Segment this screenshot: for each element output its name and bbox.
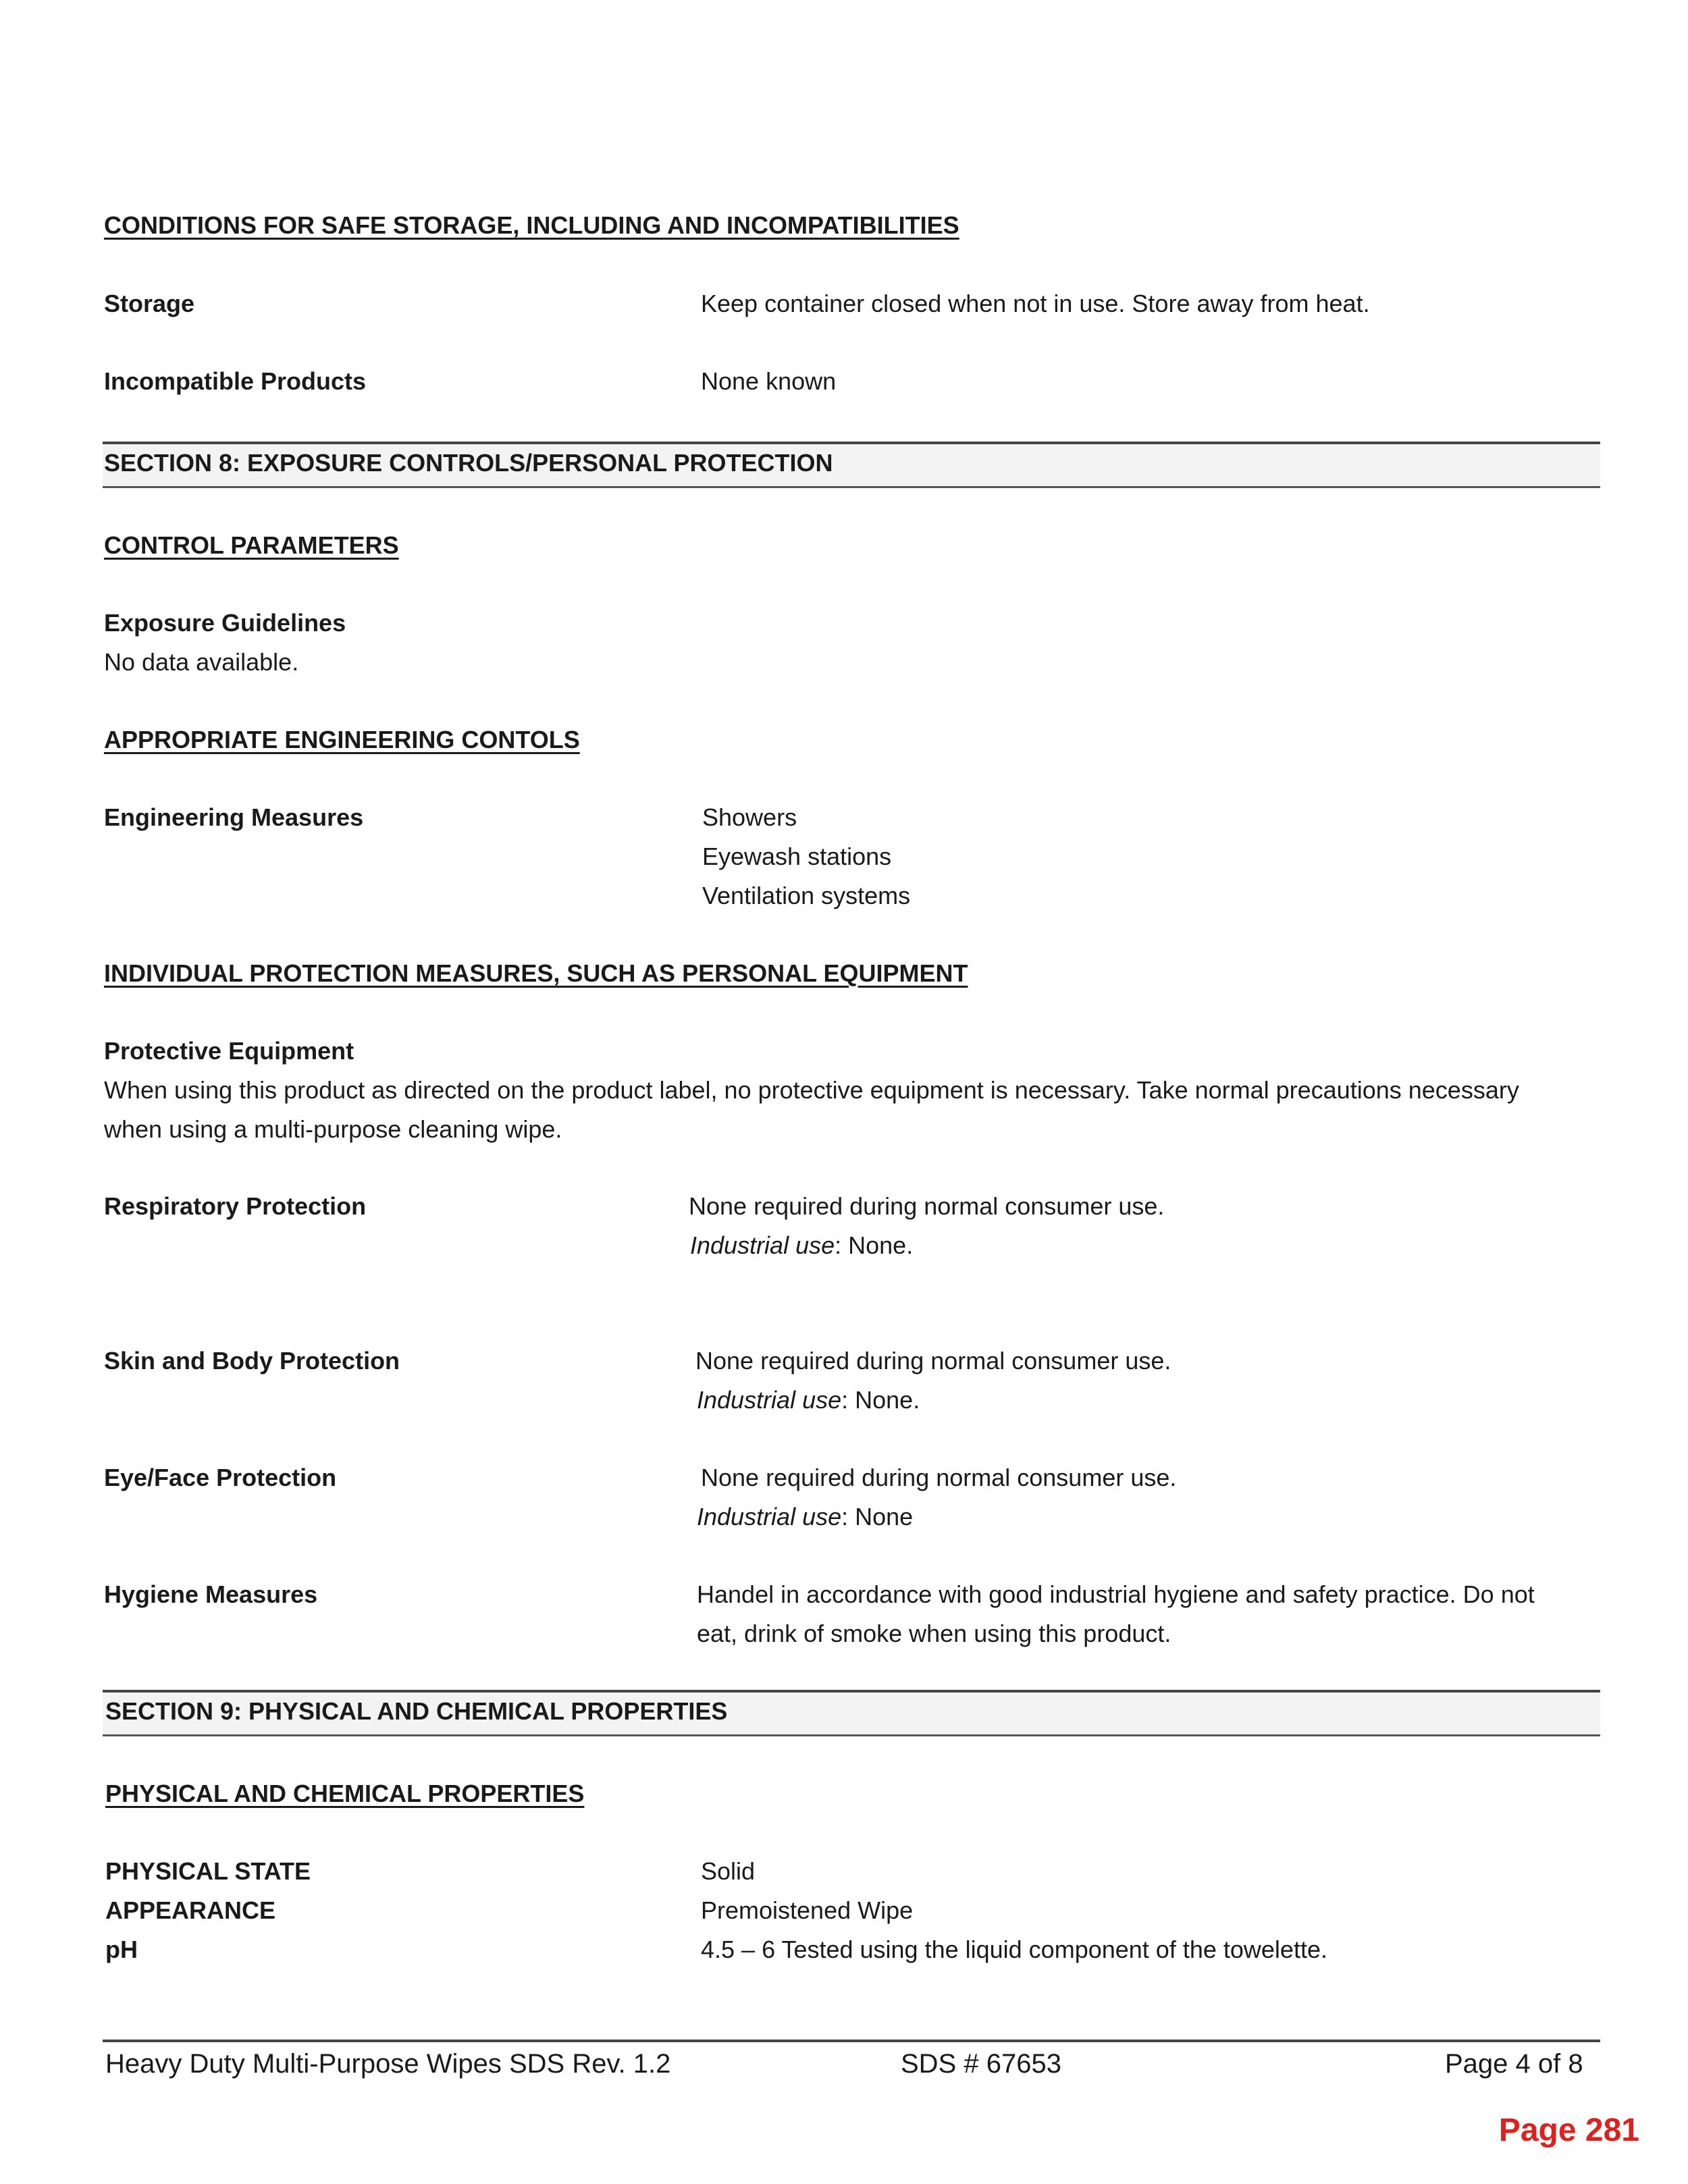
respiratory-label: Respiratory Protection — [104, 1192, 367, 1220]
respiratory-industrial — [690, 1231, 913, 1260]
section8-top-rule — [103, 442, 1600, 444]
incompatible-value: None known — [701, 367, 837, 395]
industrial-use-label: Industrial use — [697, 1503, 842, 1530]
exposure-guidelines-value: No data available. — [104, 648, 299, 676]
hygiene-value: Handel in accordance with good industrial hygiene and safety practice. Do not — [697, 1580, 1535, 1608]
engineering-item: Showers — [702, 803, 797, 831]
protective-equipment-text: When using this product as directed on the product label, no protective equipment is necessary. Take normal precautions necessary — [104, 1076, 1519, 1104]
eye-face-label: Eye/Face Protection — [104, 1464, 337, 1491]
skin-body-label: Skin and Body Protection — [104, 1347, 400, 1375]
control-parameters-heading: CONTROL PARAMETERS — [104, 531, 399, 559]
engineering-measures-label: Engineering Measures — [104, 803, 364, 831]
footer-rule — [103, 2040, 1600, 2042]
skin-body-industrial — [697, 1385, 920, 1415]
protective-equipment-text: when using a multi-purpose cleaning wipe. — [104, 1115, 562, 1143]
individual-protection-heading: INDIVIDUAL PROTECTION MEASURES, SUCH AS PERSONAL EQUIPMENT — [104, 959, 968, 987]
protective-equipment-label: Protective Equipment — [104, 1037, 354, 1065]
footer-sds-number: SDS # 67653 — [901, 2049, 1061, 2079]
section8-bottom-rule — [103, 486, 1600, 488]
industrial-use-label: Industrial use — [697, 1386, 842, 1414]
engineering-item: Ventilation systems — [702, 882, 911, 909]
footer-document-name: Heavy Duty Multi-Purpose Wipes SDS Rev. 1.2 — [105, 2049, 671, 2079]
section9-top-rule — [103, 1690, 1600, 1693]
appearance-label: APPEARANCE — [105, 1896, 276, 1924]
section9-title: SECTION 9: PHYSICAL AND CHEMICAL PROPERTIES — [105, 1697, 728, 1725]
engineering-heading: APPROPRIATE ENGINEERING CONTOLS — [104, 726, 580, 753]
exposure-guidelines-label: Exposure Guidelines — [104, 609, 346, 637]
hygiene-label: Hygiene Measures — [104, 1580, 318, 1608]
skin-body-value: None required during normal consumer use. — [695, 1347, 1171, 1375]
storage-heading: CONDITIONS FOR SAFE STORAGE, INCLUDING AND INCOMPATIBILITIES — [104, 211, 959, 239]
storage-label: Storage — [104, 290, 195, 317]
incompatible-label: Incompatible Products — [104, 367, 367, 395]
page-stamp: Page 281 — [1498, 2112, 1639, 2148]
physical-state-value: Solid — [701, 1857, 756, 1885]
industrial-use-label: Industrial use — [690, 1231, 835, 1259]
industrial-use-value: : None. — [841, 1386, 920, 1414]
section9-bottom-rule — [103, 1734, 1600, 1736]
industrial-use-value: : None. — [835, 1231, 914, 1259]
storage-value: Keep container closed when not in use. Store away from heat. — [701, 290, 1370, 317]
eye-face-value: None required during normal consumer use. — [701, 1464, 1177, 1491]
eye-face-industrial — [697, 1502, 913, 1532]
hygiene-value: eat, drink of smoke when using this product. — [697, 1620, 1171, 1647]
physical-chemical-heading: PHYSICAL AND CHEMICAL PROPERTIES — [105, 1780, 585, 1807]
ph-label: pH — [105, 1936, 138, 1963]
engineering-item: Eyewash stations — [702, 843, 892, 870]
ph-value: 4.5 – 6 Tested using the liquid component of the towelette. — [701, 1936, 1327, 1963]
appearance-value: Premoistened Wipe — [701, 1896, 914, 1924]
respiratory-value: None required during normal consumer use. — [689, 1192, 1165, 1220]
physical-state-label: PHYSICAL STATE — [105, 1857, 311, 1885]
footer-page-number: Page 4 of 8 — [1445, 2049, 1583, 2079]
section8-title: SECTION 8: EXPOSURE CONTROLS/PERSONAL PROTECTION — [104, 449, 833, 477]
industrial-use-value: : None — [841, 1503, 914, 1530]
